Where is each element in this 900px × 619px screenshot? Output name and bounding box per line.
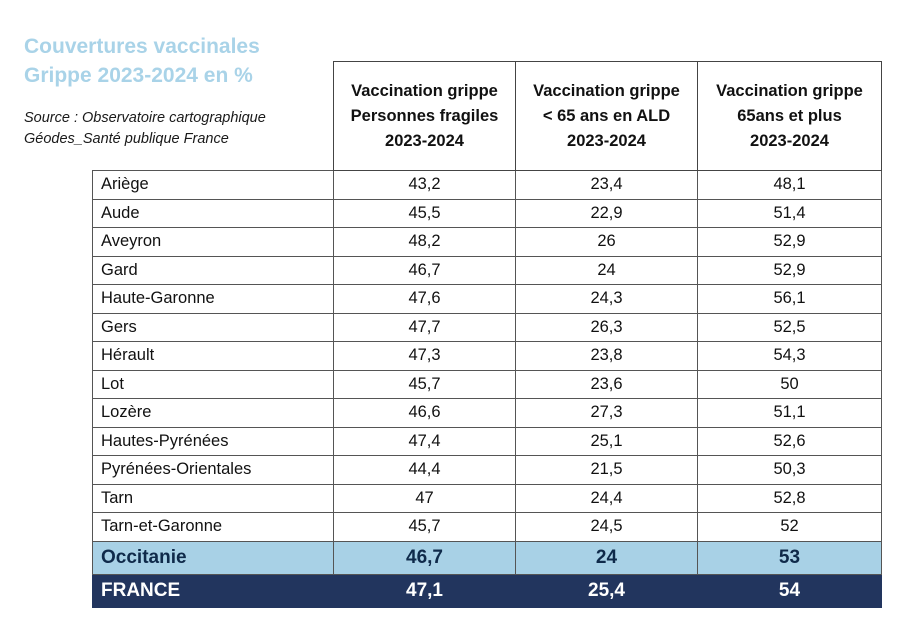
value-ald: 24,3 [516, 285, 698, 314]
value-fragiles: 44,4 [334, 456, 516, 485]
department-name: Haute-Garonne [93, 285, 334, 314]
value-ald: 21,5 [516, 456, 698, 485]
value-ald: 24,4 [516, 484, 698, 513]
value-ald: 23,4 [516, 171, 698, 200]
value-65-plus: 52,8 [698, 484, 882, 513]
table-row [93, 370, 882, 399]
table-row [93, 513, 882, 542]
value-65-plus: 52,5 [698, 313, 882, 342]
department-name: Tarn [93, 484, 334, 513]
department-name: Tarn-et-Garonne [93, 513, 334, 542]
table-row [93, 285, 882, 314]
value-65-plus: 52,9 [698, 256, 882, 285]
department-name: Ariège [93, 171, 334, 200]
header-65-plus-line-2: 65ans et plus [737, 106, 842, 125]
region-value-65-plus: 53 [698, 541, 882, 574]
value-ald: 25,1 [516, 427, 698, 456]
value-fragiles: 46,6 [334, 399, 516, 428]
source-line-2: Géodes_Santé publique France [24, 131, 229, 147]
region-total-row [93, 541, 882, 574]
department-name: Hérault [93, 342, 334, 371]
table-row [93, 456, 882, 485]
value-65-plus: 51,1 [698, 399, 882, 428]
region-value-fragiles: 46,7 [334, 541, 516, 574]
value-ald: 23,8 [516, 342, 698, 371]
value-65-plus: 52,6 [698, 427, 882, 456]
department-name: Gers [93, 313, 334, 342]
value-fragiles: 43,2 [334, 171, 516, 200]
table-body [93, 171, 882, 608]
national-total-row [93, 574, 882, 607]
value-ald: 24,5 [516, 513, 698, 542]
department-name: Pyrénées-Orientales [93, 456, 334, 485]
header-fragiles-line-2: Personnes fragiles [350, 106, 499, 125]
header-fragiles [334, 62, 516, 171]
header-65-plus-line-3: 2023-2024 [750, 131, 829, 150]
department-name: Gard [93, 256, 334, 285]
value-65-plus: 52,9 [698, 228, 882, 257]
value-ald: 24 [516, 256, 698, 285]
value-fragiles: 47,7 [334, 313, 516, 342]
national-value-ald: 25,4 [516, 574, 698, 607]
department-name: Hautes-Pyrénées [93, 427, 334, 456]
value-65-plus: 56,1 [698, 285, 882, 314]
national-value-fragiles: 47,1 [334, 574, 516, 607]
value-fragiles: 47,4 [334, 427, 516, 456]
header-fragiles-line-3: 2023-2024 [385, 131, 464, 150]
department-name: Aude [93, 199, 334, 228]
table-row [93, 228, 882, 257]
region-value-ald: 24 [516, 541, 698, 574]
value-fragiles: 47,3 [334, 342, 516, 371]
header-65-plus [698, 62, 882, 171]
value-65-plus: 51,4 [698, 199, 882, 228]
value-65-plus: 52 [698, 513, 882, 542]
table-row [93, 399, 882, 428]
value-fragiles: 45,5 [334, 199, 516, 228]
title-line-2: Grippe 2023-2024 en % [24, 64, 253, 87]
value-65-plus: 48,1 [698, 171, 882, 200]
value-ald: 23,6 [516, 370, 698, 399]
value-ald: 26,3 [516, 313, 698, 342]
value-fragiles: 45,7 [334, 513, 516, 542]
table-row [93, 313, 882, 342]
table-row [93, 342, 882, 371]
value-ald: 22,9 [516, 199, 698, 228]
national-value-65-plus: 54 [698, 574, 882, 607]
value-65-plus: 50,3 [698, 456, 882, 485]
value-65-plus: 54,3 [698, 342, 882, 371]
value-fragiles: 45,7 [334, 370, 516, 399]
value-65-plus: 50 [698, 370, 882, 399]
department-name: Aveyron [93, 228, 334, 257]
country-name: FRANCE [93, 574, 334, 607]
header-ald-line-2: < 65 ans en ALD [542, 106, 671, 125]
vaccination-table [92, 61, 882, 608]
header-ald-line-1: Vaccination grippe [533, 81, 680, 100]
value-ald: 27,3 [516, 399, 698, 428]
header-row [93, 62, 882, 171]
title-line-1: Couvertures vaccinales [24, 35, 260, 58]
header-corner [93, 62, 334, 171]
table-row [93, 427, 882, 456]
source-line-1: Source : Observatoire cartographique [24, 110, 266, 126]
header-fragiles-line-1: Vaccination grippe [351, 81, 498, 100]
table-row [93, 199, 882, 228]
value-fragiles: 46,7 [334, 256, 516, 285]
department-name: Lot [93, 370, 334, 399]
value-fragiles: 47,6 [334, 285, 516, 314]
table-row [93, 256, 882, 285]
value-ald: 26 [516, 228, 698, 257]
header-ald [516, 62, 698, 171]
table-header [93, 62, 882, 171]
department-name: Lozère [93, 399, 334, 428]
value-fragiles: 47 [334, 484, 516, 513]
header-ald-line-3: 2023-2024 [567, 131, 646, 150]
table-row [93, 171, 882, 200]
header-65-plus-line-1: Vaccination grippe [716, 81, 863, 100]
table-row [93, 484, 882, 513]
region-name: Occitanie [93, 541, 334, 574]
value-fragiles: 48,2 [334, 228, 516, 257]
